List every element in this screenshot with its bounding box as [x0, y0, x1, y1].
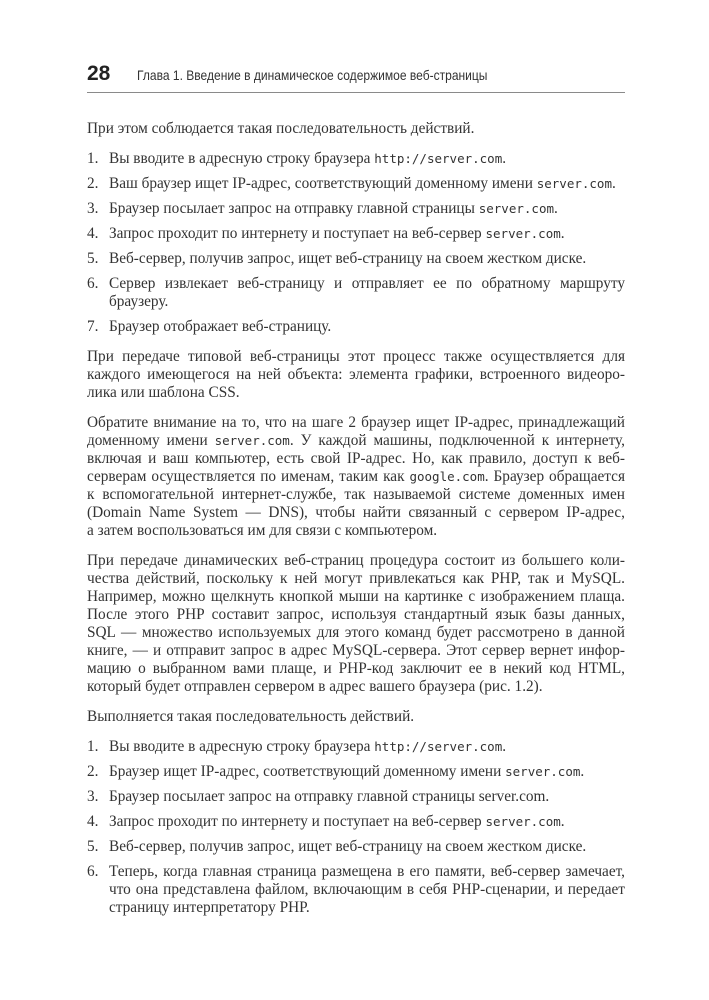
text-run: доменному имени: [87, 432, 215, 449]
text-line: [109, 863, 625, 881]
text-line: [87, 570, 625, 588]
text-run: Сервер извлекает веб-страницу и отправляет ее по обратному маршруту: [109, 275, 625, 292]
text-line: [109, 175, 625, 193]
text-run: а затем воспользоваться им для связи с компьютером.: [87, 522, 438, 539]
text-run: .: [611, 175, 616, 192]
text-run: При передаче типовой веб-страницы этот процесс также осуществляется для: [87, 348, 625, 365]
text-line: [87, 642, 625, 660]
code-inline: server.com: [485, 226, 561, 241]
text-run: Браузер отображает веб-страницу.: [109, 318, 332, 335]
list-item: [87, 275, 625, 311]
text-line: [109, 150, 625, 168]
text-line: [109, 250, 625, 268]
code-inline: server.com: [214, 433, 290, 448]
code-inline: google.com: [409, 469, 485, 484]
text-run: Вы вводите в адресную строку браузера: [109, 738, 375, 755]
text-line: [109, 881, 625, 899]
text-run: Веб-сервер, получив запрос, ищет веб-страницу на своем жестком диске.: [109, 838, 587, 855]
list-item: [87, 200, 625, 218]
text-line: [87, 450, 625, 468]
code-inline: server.com: [478, 201, 554, 216]
text-run: .: [580, 763, 585, 780]
text-run: лика или шаблона CSS.: [87, 384, 240, 401]
code-inline: server.com: [505, 764, 581, 779]
text-run: Выполняется такая последовательность действий.: [87, 708, 415, 725]
text-line: [87, 522, 625, 540]
paragraph: [87, 552, 625, 696]
paragraph: [87, 120, 625, 138]
text-run: (Domain Name System — DNS), чтобы найти связанный с сервером IP-адрес,: [87, 504, 625, 521]
text-run: SQL — множество используемых для этого команд будет рассмотрено в данной: [87, 624, 625, 641]
list-item: [87, 788, 625, 806]
text-line: [109, 275, 625, 293]
list-item: [87, 175, 625, 193]
code-inline: http://server.com: [374, 739, 503, 754]
text-line: [109, 763, 625, 781]
list-item: [87, 250, 625, 268]
running-header: [87, 62, 625, 93]
text-run: каждого имеющегося на ней объекта: элемента графики, встроенного видеоро-: [87, 366, 625, 383]
list-number: 1.: [87, 150, 99, 167]
list-number: 5.: [87, 838, 99, 855]
text-line: [109, 899, 625, 917]
text-line: [87, 120, 625, 138]
list-number: 2.: [87, 175, 99, 192]
text-run: .: [560, 225, 565, 242]
list-number: 4.: [87, 813, 99, 830]
text-run: мацию о выбранном вами плаще, и PHP-код заключит ее в некий код HTML,: [87, 660, 625, 677]
list-number: 2.: [87, 763, 99, 780]
text-line: [109, 838, 625, 856]
text-run: После этого PHP составит запрос, используя стандартный язык базы данных,: [87, 606, 625, 623]
text-line: [109, 318, 625, 336]
list-number: 1.: [87, 738, 99, 755]
text-line: [87, 624, 625, 642]
list-number: 7.: [87, 318, 99, 335]
text-run: чества действий, поскольку к ней могут привлекаться как PHP, так и MySQL.: [87, 570, 625, 587]
text-line: [109, 225, 625, 243]
text-run: .: [554, 200, 558, 217]
text-run: что она представлена файлом, включающим в себя PHP-сценарии, и передает: [109, 881, 625, 898]
text-run: Браузер посылает запрос на отправку главной страницы: [109, 200, 479, 217]
list-item: [87, 863, 625, 917]
text-line: [109, 200, 625, 218]
list-number: 6.: [87, 275, 99, 292]
paragraph: [87, 348, 625, 402]
code-inline: http://server.com: [374, 151, 503, 166]
list-item: [87, 318, 625, 336]
text-run: Ваш браузер ищет IP-адрес, соответствующий доменному имени: [109, 175, 537, 192]
list-item: [87, 763, 625, 781]
text-line: [87, 468, 625, 486]
chapter-title: Глава 1. Введение в динамическое содержимое веб-страницы: [137, 67, 488, 83]
text-line: [109, 788, 625, 806]
code-inline: server.com: [485, 814, 561, 829]
text-run: Обратите внимание на то, что на шаге 2 браузер ищет IP-адрес, принадлежащий: [87, 414, 625, 431]
text-line: [87, 384, 625, 402]
list-item: [87, 225, 625, 243]
text-line: [87, 678, 625, 696]
text-run: серверам осуществляется по именам, таким как: [87, 468, 410, 485]
paragraph: [87, 414, 625, 540]
text-run: страницу интерпретатору PHP.: [109, 899, 310, 916]
text-run: .: [502, 738, 507, 755]
list-item: [87, 813, 625, 831]
list-number: 5.: [87, 250, 99, 267]
text-line: [87, 414, 625, 432]
text-run: При этом соблюдается такая последовательность действий.: [87, 120, 475, 137]
paragraph: [87, 708, 625, 726]
text-run: к вспомогательной интернет-службе, так называемой системе доменных имен: [87, 486, 625, 503]
list-item: [87, 838, 625, 856]
page-body: [87, 120, 625, 924]
text-line: [87, 588, 625, 606]
text-line: [87, 432, 625, 450]
text-run: . Браузер обращается: [484, 468, 625, 485]
text-run: браузеру.: [109, 293, 169, 310]
text-line: [87, 660, 625, 678]
text-run: Веб-сервер, получив запрос, ищет веб-страницу на своем жестком диске.: [109, 250, 587, 267]
text-line: [87, 348, 625, 366]
text-run: Браузер посылает запрос на отправку главной страницы server.com.: [109, 788, 550, 805]
text-line: [109, 813, 625, 831]
text-line: [87, 552, 625, 570]
text-line: [109, 293, 625, 311]
code-inline: server.com: [536, 176, 612, 191]
text-line: [87, 504, 625, 522]
text-run: включая и ваш компьютер, есть свой IP-адрес. Но, как правило, доступ к веб-: [87, 450, 625, 467]
list-number: 6.: [87, 863, 99, 880]
text-line: [87, 708, 625, 726]
page-number: 28: [87, 62, 111, 85]
text-run: При передаче динамических веб-страниц процедура состоит из большего коли-: [87, 552, 625, 569]
text-run: . У каждой машины, подключенной к интернету,: [289, 432, 625, 449]
text-run: Запрос проходит по интернету и поступает на веб-сервер: [109, 225, 486, 242]
list-number: 4.: [87, 225, 99, 242]
text-run: Вы вводите в адресную строку браузера: [109, 150, 375, 167]
text-run: который будет отправлен сервером в адрес вашего браузера (рис. 1.2).: [87, 678, 543, 695]
text-run: Теперь, когда главная страница размещена в его памяти, веб-сервер замечает,: [109, 863, 625, 880]
text-run: .: [502, 150, 507, 167]
list-item: [87, 150, 625, 168]
list-number: 3.: [87, 200, 99, 217]
text-run: книге, — и отправит запрос в адрес MySQL-сервера. Этот сервер вернет инфор-: [87, 642, 625, 659]
list-item: [87, 738, 625, 756]
text-line: [109, 738, 625, 756]
text-line: [87, 366, 625, 384]
text-run: Запрос проходит по интернету и поступает на веб-сервер: [109, 813, 486, 830]
text-line: [87, 606, 625, 624]
text-run: Например, можно щелкнуть кнопкой мыши на картинке с изображением плаща.: [87, 588, 625, 605]
text-line: [87, 486, 625, 504]
list-number: 3.: [87, 788, 99, 805]
text-run: Браузер ищет IP-адрес, соответствующий доменному имени: [109, 763, 506, 780]
text-run: .: [560, 813, 565, 830]
